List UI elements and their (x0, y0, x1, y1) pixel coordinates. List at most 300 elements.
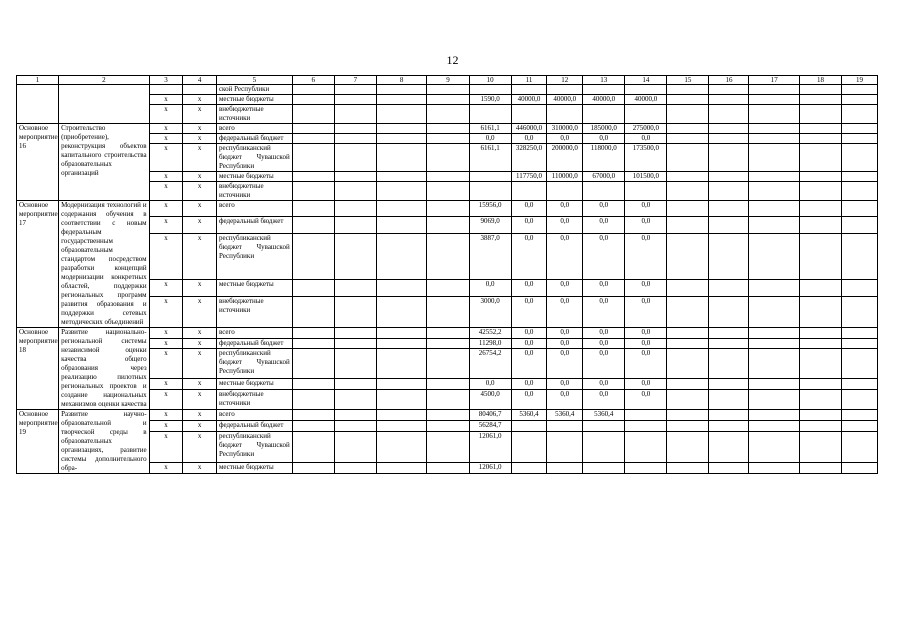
empty-cell (667, 338, 709, 349)
empty-cell (799, 389, 841, 409)
source-cell: федеральный бюджет (216, 338, 292, 349)
header-cell-6: 6 (292, 76, 334, 85)
empty-cell (334, 201, 376, 217)
value-cell: 0,0 (625, 233, 667, 279)
value-cell: 67000,0 (583, 172, 625, 182)
empty-cell (667, 421, 709, 432)
activity-name-cell: Модернизация технологий и содержания обучения в соответствии с новым федеральным государственным образовательным стандартом посредством разработки концепций модернизации конкретных областей, поддержки региональных программ развития образования и поддержки сетевых методических объединений (59, 201, 150, 328)
empty-cell (842, 217, 878, 233)
value-cell: 15956,0 (469, 201, 511, 217)
empty-cell (376, 432, 427, 463)
empty-cell (292, 421, 334, 432)
value-cell: 0,0 (625, 338, 667, 349)
empty-cell (749, 172, 800, 182)
col3-cell: x (149, 201, 183, 217)
empty-cell (292, 85, 334, 95)
header-cell-11: 11 (511, 76, 547, 85)
value-cell: 200000,0 (547, 144, 583, 172)
value-cell: 275000,0 (625, 124, 667, 134)
value-cell: 0,0 (583, 233, 625, 279)
empty-cell (842, 134, 878, 144)
empty-cell (667, 201, 709, 217)
empty-cell (667, 296, 709, 327)
value-cell: 0,0 (547, 201, 583, 217)
empty-cell (709, 105, 749, 124)
empty-cell (799, 328, 841, 339)
empty-cell (292, 296, 334, 327)
empty-cell (292, 105, 334, 124)
value-cell: 12061,0 (469, 432, 511, 463)
value-cell: 1590,0 (469, 95, 511, 105)
value-cell: 12061,0 (469, 462, 511, 473)
main-activity-cell: Основное мероприятие 17 (17, 201, 59, 328)
empty-cell (292, 432, 334, 463)
source-cell: внебюджетные источники (216, 182, 292, 201)
empty-cell (709, 144, 749, 172)
header-cell-17: 17 (749, 76, 800, 85)
value-cell: 0,0 (511, 134, 547, 144)
main-activity-cell (17, 85, 59, 124)
source-cell: федеральный бюджет (216, 421, 292, 432)
empty-cell (709, 328, 749, 339)
value-cell: 0,0 (547, 328, 583, 339)
value-cell: 40000,0 (625, 95, 667, 105)
value-cell: 40000,0 (583, 95, 625, 105)
empty-cell (667, 182, 709, 201)
empty-cell (427, 410, 469, 421)
col4-cell: x (183, 182, 217, 201)
empty-cell (667, 328, 709, 339)
empty-cell (427, 105, 469, 124)
empty-cell (709, 410, 749, 421)
empty-cell (292, 379, 334, 390)
source-cell: внебюджетные источники (216, 389, 292, 409)
empty-cell (427, 389, 469, 409)
empty-cell (799, 217, 841, 233)
empty-cell (427, 379, 469, 390)
empty-cell (334, 338, 376, 349)
value-cell (469, 85, 511, 95)
value-cell (511, 462, 547, 473)
col4-cell: x (183, 379, 217, 390)
value-cell (547, 182, 583, 201)
activity-name-cell: Развитие научно-образовательной и творческой среды в образовательных организациях, развитие системы дополнительного обра- (59, 410, 150, 474)
col3-cell: x (149, 217, 183, 233)
empty-cell (292, 95, 334, 105)
col4-cell: x (183, 338, 217, 349)
empty-cell (427, 432, 469, 463)
col4-cell: x (183, 328, 217, 339)
source-cell: всего (216, 410, 292, 421)
value-cell: 0,0 (547, 379, 583, 390)
empty-cell (749, 280, 800, 296)
empty-cell (749, 105, 800, 124)
empty-cell (749, 389, 800, 409)
header-cell-13: 13 (583, 76, 625, 85)
empty-cell (292, 144, 334, 172)
value-cell: 117750,0 (511, 172, 547, 182)
empty-cell (667, 144, 709, 172)
empty-cell (709, 421, 749, 432)
source-cell: республиканский бюджет Чувашской Республики (216, 349, 292, 379)
value-cell: 26754,2 (469, 349, 511, 379)
empty-cell (427, 338, 469, 349)
empty-cell (376, 144, 427, 172)
empty-cell (667, 410, 709, 421)
value-cell: 0,0 (511, 217, 547, 233)
source-cell: местные бюджеты (216, 280, 292, 296)
empty-cell (709, 349, 749, 379)
empty-cell (799, 201, 841, 217)
col4-cell: x (183, 217, 217, 233)
empty-cell (292, 124, 334, 134)
empty-cell (427, 280, 469, 296)
col3-cell: x (149, 462, 183, 473)
empty-cell (799, 462, 841, 473)
empty-cell (376, 349, 427, 379)
value-cell (625, 410, 667, 421)
empty-cell (799, 432, 841, 463)
empty-cell (376, 134, 427, 144)
col3-cell: x (149, 182, 183, 201)
col4-cell: x (183, 389, 217, 409)
col3-cell: x (149, 233, 183, 279)
value-cell (625, 421, 667, 432)
value-cell (511, 421, 547, 432)
col3-cell: x (149, 410, 183, 421)
empty-cell (842, 421, 878, 432)
empty-cell (799, 124, 841, 134)
empty-cell (749, 182, 800, 201)
col3-cell (149, 85, 183, 95)
header-cell-2: 2 (59, 76, 150, 85)
source-cell: местные бюджеты (216, 379, 292, 390)
empty-cell (749, 421, 800, 432)
empty-cell (427, 349, 469, 379)
empty-cell (376, 421, 427, 432)
value-cell: 0,0 (511, 201, 547, 217)
empty-cell (334, 389, 376, 409)
header-cell-15: 15 (667, 76, 709, 85)
value-cell: 0,0 (583, 389, 625, 409)
source-cell: федеральный бюджет (216, 134, 292, 144)
value-cell: 310000,0 (547, 124, 583, 134)
empty-cell (334, 410, 376, 421)
empty-cell (667, 134, 709, 144)
value-cell: 40000,0 (547, 95, 583, 105)
empty-cell (709, 217, 749, 233)
empty-cell (667, 349, 709, 379)
value-cell: 5360,4 (583, 410, 625, 421)
empty-cell (376, 85, 427, 95)
col4-cell: x (183, 410, 217, 421)
header-cell-4: 4 (183, 76, 217, 85)
col4-cell: x (183, 105, 217, 124)
value-cell: 0,0 (547, 349, 583, 379)
header-cell-3: 3 (149, 76, 183, 85)
source-cell: местные бюджеты (216, 462, 292, 473)
empty-cell (709, 296, 749, 327)
empty-cell (842, 85, 878, 95)
empty-cell (334, 217, 376, 233)
header-cell-9: 9 (427, 76, 469, 85)
empty-cell (376, 124, 427, 134)
header-cell-1: 1 (17, 76, 59, 85)
value-cell: 0,0 (625, 280, 667, 296)
empty-cell (749, 296, 800, 327)
empty-cell (667, 217, 709, 233)
empty-cell (709, 85, 749, 95)
empty-cell (334, 349, 376, 379)
empty-cell (799, 144, 841, 172)
value-cell: 0,0 (511, 379, 547, 390)
value-cell: 0,0 (469, 134, 511, 144)
empty-cell (334, 296, 376, 327)
activity-name-cell: Развитие национально-региональной системы независимой оценки качества общего образования через реализацию пилотных региональных проектов и создание национальных механизмов оценки качества (59, 328, 150, 410)
empty-cell (842, 201, 878, 217)
value-cell: 0,0 (625, 379, 667, 390)
source-cell: внебюджетные источники (216, 296, 292, 327)
empty-cell (376, 462, 427, 473)
empty-cell (799, 338, 841, 349)
empty-cell (667, 172, 709, 182)
empty-cell (427, 95, 469, 105)
empty-cell (799, 172, 841, 182)
empty-cell (842, 124, 878, 134)
empty-cell (749, 349, 800, 379)
empty-cell (709, 233, 749, 279)
value-cell: 446000,0 (511, 124, 547, 134)
value-cell: 101500,0 (625, 172, 667, 182)
value-cell: 0,0 (469, 280, 511, 296)
empty-cell (427, 421, 469, 432)
empty-cell (799, 410, 841, 421)
main-activity-cell: Основное мероприятие 19 (17, 410, 59, 474)
empty-cell (709, 201, 749, 217)
empty-cell (667, 85, 709, 95)
value-cell: 6161,1 (469, 124, 511, 134)
value-cell (511, 182, 547, 201)
header-cell-16: 16 (709, 76, 749, 85)
empty-cell (842, 389, 878, 409)
col4-cell: x (183, 421, 217, 432)
empty-cell (292, 338, 334, 349)
empty-cell (842, 95, 878, 105)
empty-cell (842, 296, 878, 327)
value-cell (547, 462, 583, 473)
empty-cell (292, 217, 334, 233)
col4-cell: x (183, 172, 217, 182)
value-cell: 173500,0 (625, 144, 667, 172)
source-cell: ской Республики (216, 85, 292, 95)
empty-cell (334, 134, 376, 144)
empty-cell (709, 389, 749, 409)
value-cell (583, 462, 625, 473)
header-cell-10: 10 (469, 76, 511, 85)
col3-cell: x (149, 105, 183, 124)
empty-cell (334, 421, 376, 432)
source-cell: республиканский бюджет Чувашской Республики (216, 144, 292, 172)
value-cell (625, 462, 667, 473)
empty-cell (667, 389, 709, 409)
empty-cell (427, 124, 469, 134)
empty-cell (376, 338, 427, 349)
value-cell (547, 85, 583, 95)
activity-name-cell (59, 85, 150, 124)
value-cell: 0,0 (625, 296, 667, 327)
col4-cell: x (183, 349, 217, 379)
col3-cell: x (149, 296, 183, 327)
value-cell: 80406,7 (469, 410, 511, 421)
value-cell: 0,0 (583, 379, 625, 390)
col4-cell: x (183, 124, 217, 134)
main-activity-cell: Основное мероприятие 18 (17, 328, 59, 410)
col3-cell: x (149, 280, 183, 296)
empty-cell (842, 328, 878, 339)
value-cell: 0,0 (511, 389, 547, 409)
empty-cell (292, 462, 334, 473)
empty-cell (334, 280, 376, 296)
empty-cell (292, 389, 334, 409)
main-activity-cell: Основное мероприятие 16 (17, 124, 59, 201)
empty-cell (749, 328, 800, 339)
value-cell: 0,0 (547, 338, 583, 349)
empty-cell (334, 379, 376, 390)
source-cell: местные бюджеты (216, 95, 292, 105)
empty-cell (376, 182, 427, 201)
value-cell: 0,0 (547, 389, 583, 409)
empty-cell (334, 144, 376, 172)
source-cell: республиканский бюджет Чувашской Республики (216, 432, 292, 463)
col3-cell: x (149, 432, 183, 463)
value-cell: 0,0 (547, 217, 583, 233)
table-row (17, 85, 878, 95)
header-cell-19: 19 (842, 76, 878, 85)
empty-cell (334, 95, 376, 105)
empty-cell (842, 144, 878, 172)
col4-cell: x (183, 296, 217, 327)
col4-cell: x (183, 233, 217, 279)
empty-cell (842, 349, 878, 379)
value-cell (583, 432, 625, 463)
empty-cell (749, 338, 800, 349)
value-cell: 42552,2 (469, 328, 511, 339)
value-cell: 0,0 (547, 296, 583, 327)
col3-cell: x (149, 379, 183, 390)
source-cell: республиканский бюджет Чувашской Республики (216, 233, 292, 279)
value-cell: 110000,0 (547, 172, 583, 182)
empty-cell (334, 432, 376, 463)
value-cell (547, 105, 583, 124)
empty-cell (842, 432, 878, 463)
empty-cell (842, 410, 878, 421)
value-cell (511, 105, 547, 124)
value-cell: 4500,0 (469, 389, 511, 409)
budget-table (16, 75, 878, 474)
source-cell: всего (216, 201, 292, 217)
empty-cell (799, 105, 841, 124)
empty-cell (427, 296, 469, 327)
value-cell (469, 172, 511, 182)
col4-cell: x (183, 134, 217, 144)
empty-cell (842, 338, 878, 349)
value-cell: 0,0 (511, 349, 547, 379)
page-number: 12 (446, 53, 459, 67)
empty-cell (427, 85, 469, 95)
value-cell: 56284,7 (469, 421, 511, 432)
empty-cell (667, 233, 709, 279)
empty-cell (427, 233, 469, 279)
value-cell: 0,0 (625, 328, 667, 339)
empty-cell (292, 134, 334, 144)
empty-cell (667, 432, 709, 463)
empty-cell (334, 182, 376, 201)
empty-cell (799, 85, 841, 95)
empty-cell (427, 201, 469, 217)
empty-cell (749, 144, 800, 172)
col3-cell: x (149, 338, 183, 349)
empty-cell (292, 410, 334, 421)
empty-cell (427, 182, 469, 201)
empty-cell (376, 389, 427, 409)
value-cell: 185000,0 (583, 124, 625, 134)
empty-cell (292, 201, 334, 217)
empty-cell (709, 280, 749, 296)
value-cell: 5360,4 (547, 410, 583, 421)
value-cell: 3887,0 (469, 233, 511, 279)
source-cell: внебюджетные источники (216, 105, 292, 124)
value-cell (583, 105, 625, 124)
empty-cell (709, 124, 749, 134)
value-cell (583, 421, 625, 432)
empty-cell (334, 105, 376, 124)
value-cell: 0,0 (511, 296, 547, 327)
source-cell: местные бюджеты (216, 172, 292, 182)
empty-cell (427, 217, 469, 233)
value-cell: 0,0 (583, 296, 625, 327)
empty-cell (376, 217, 427, 233)
empty-cell (292, 233, 334, 279)
empty-cell (749, 379, 800, 390)
col3-cell: x (149, 144, 183, 172)
col3-cell: x (149, 124, 183, 134)
empty-cell (709, 134, 749, 144)
empty-cell (427, 462, 469, 473)
col4-cell: x (183, 144, 217, 172)
empty-cell (749, 95, 800, 105)
empty-cell (709, 172, 749, 182)
empty-cell (799, 296, 841, 327)
value-cell: 0,0 (547, 233, 583, 279)
value-cell: 40000,0 (511, 95, 547, 105)
value-cell: 0,0 (625, 201, 667, 217)
value-cell: 11298,0 (469, 338, 511, 349)
empty-cell (292, 182, 334, 201)
value-cell: 0,0 (547, 280, 583, 296)
col3-cell: x (149, 95, 183, 105)
value-cell (583, 85, 625, 95)
empty-cell (709, 432, 749, 463)
col4-cell: x (183, 280, 217, 296)
header-cell-8: 8 (376, 76, 427, 85)
col3-cell: x (149, 172, 183, 182)
value-cell: 0,0 (583, 338, 625, 349)
empty-cell (749, 217, 800, 233)
col3-cell: x (149, 349, 183, 379)
empty-cell (376, 95, 427, 105)
empty-cell (842, 233, 878, 279)
table-row (17, 410, 878, 421)
